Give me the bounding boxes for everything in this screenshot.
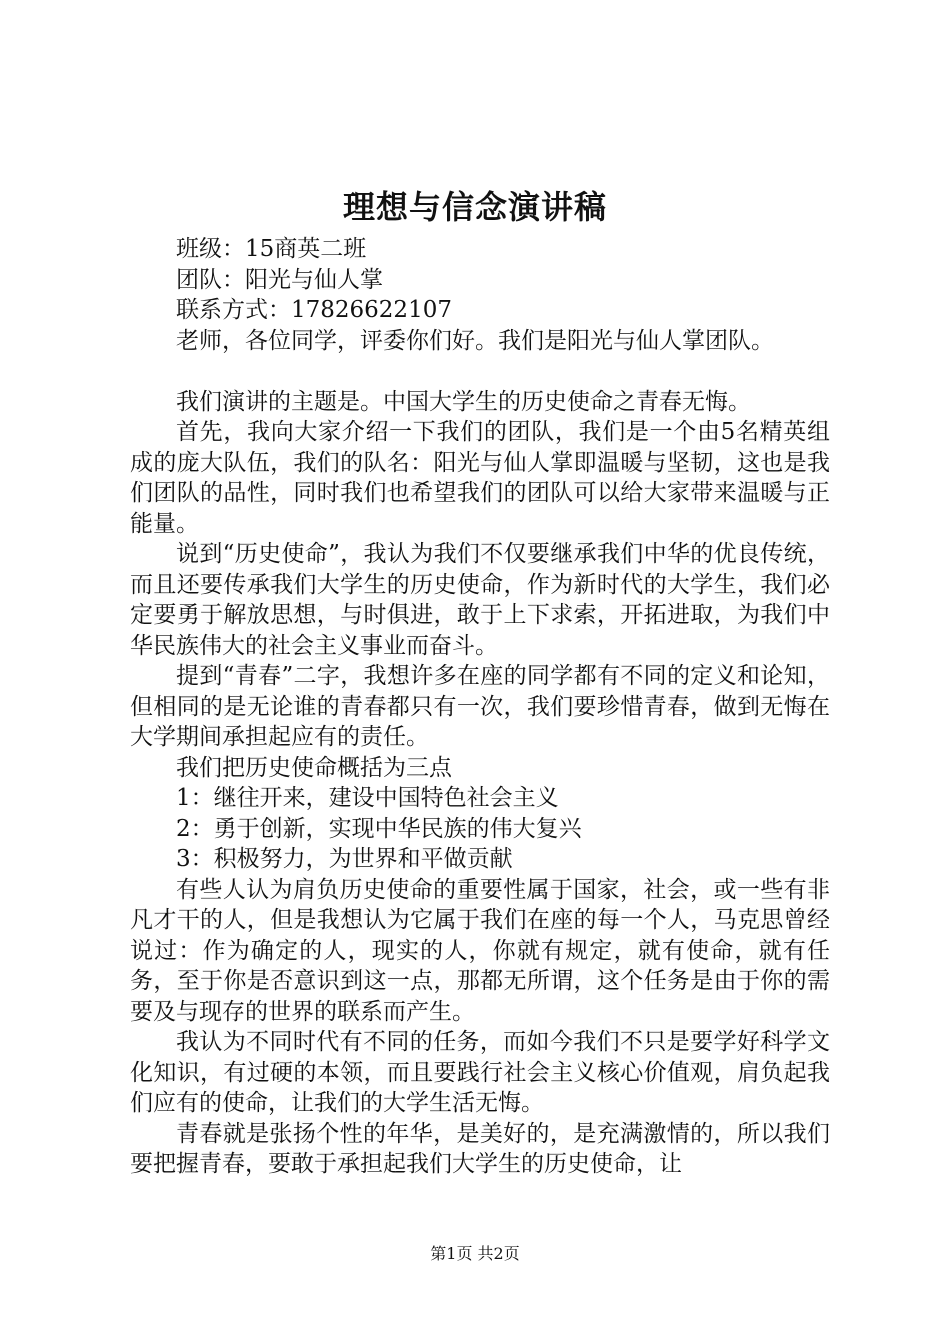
mission-paragraph: 说到“历史使命”，我认为我们不仅要继承我们中华的优良传统，而且还要传承我们大学生的历史使命，作为新时代的大学生，我们必定要勇于解放思想，与时俱进，敢于上下求索，开拓进取，为我们中华民族伟大的社会主义事业而奋斗。 (130, 541, 830, 659)
page-title: 理想与信念演讲稿 (342, 188, 607, 226)
youth-closing-paragraph: 青春就是张扬个性的年华，是美好的，是充满激情的，所以我们要把握青春，要敢于承担起我们大学生的历史使命，让 (130, 1120, 830, 1177)
summary-intro-paragraph: 我们把历史使命概括为三点 (176, 754, 452, 781)
blank-line (130, 356, 830, 387)
marx-quote-paragraph: 有些人认为肩负历史使命的重要性属于国家，社会，或一些有非凡才干的人，但是我想认为它属于我们在座的每一个人，马克思曾经说过：作为确定的人，现实的人，你就有规定，就有使命，就有任务，至于你是否意识到这一点，那都无所谓，这个任务是由于你的需要及与现存的世界的联系而产生。 (130, 876, 830, 1025)
team-intro-paragraph: 首先，我向大家介绍一下我们的团队，我们是一个由5名精英组成的庞大队伍，我们的队名：阳光与仙人掌即温暖与坚韧，这也是我们团队的品性，同时我们也希望我们的团队可以给大家带来温暖与正能量。 (130, 419, 830, 537)
list-item-1: 1：继往开来，建设中国特色社会主义 (176, 785, 559, 811)
contact-info-line: 联系方式：17826622107 (176, 297, 452, 323)
class-info-line: 班级：15商英二班 (176, 236, 367, 262)
youth-paragraph: 提到“青春”二字，我想许多在座的同学都有不同的定义和论知，但相同的是无论谁的青春都只有一次，我们要珍惜青春，做到无悔在大学期间承担起应有的责任。 (130, 663, 830, 750)
list-item-2: 2：勇于创新，实现中华民族的伟大复兴 (176, 815, 582, 842)
team-info-line: 团队：阳光与仙人掌 (176, 266, 383, 293)
list-item-3: 3：积极努力，为世界和平做贡献 (176, 846, 513, 872)
greeting-paragraph: 老师，各位同学，评委你们好。我们是阳光与仙人掌团队。 (176, 327, 774, 354)
era-task-paragraph: 我认为不同时代有不同的任务，而如今我们不只是要学好科学文化知识，有过硬的本领，而且要践行社会主义核心价值观，肩负起我们应有的使命，让我们的大学生活无悔。 (130, 1029, 830, 1116)
page-footer: 第1页 共2页 (430, 1244, 520, 1263)
document-body (130, 234, 830, 1180)
theme-paragraph: 我们演讲的主题是。中国大学生的历史使命之青春无悔。 (176, 388, 751, 415)
